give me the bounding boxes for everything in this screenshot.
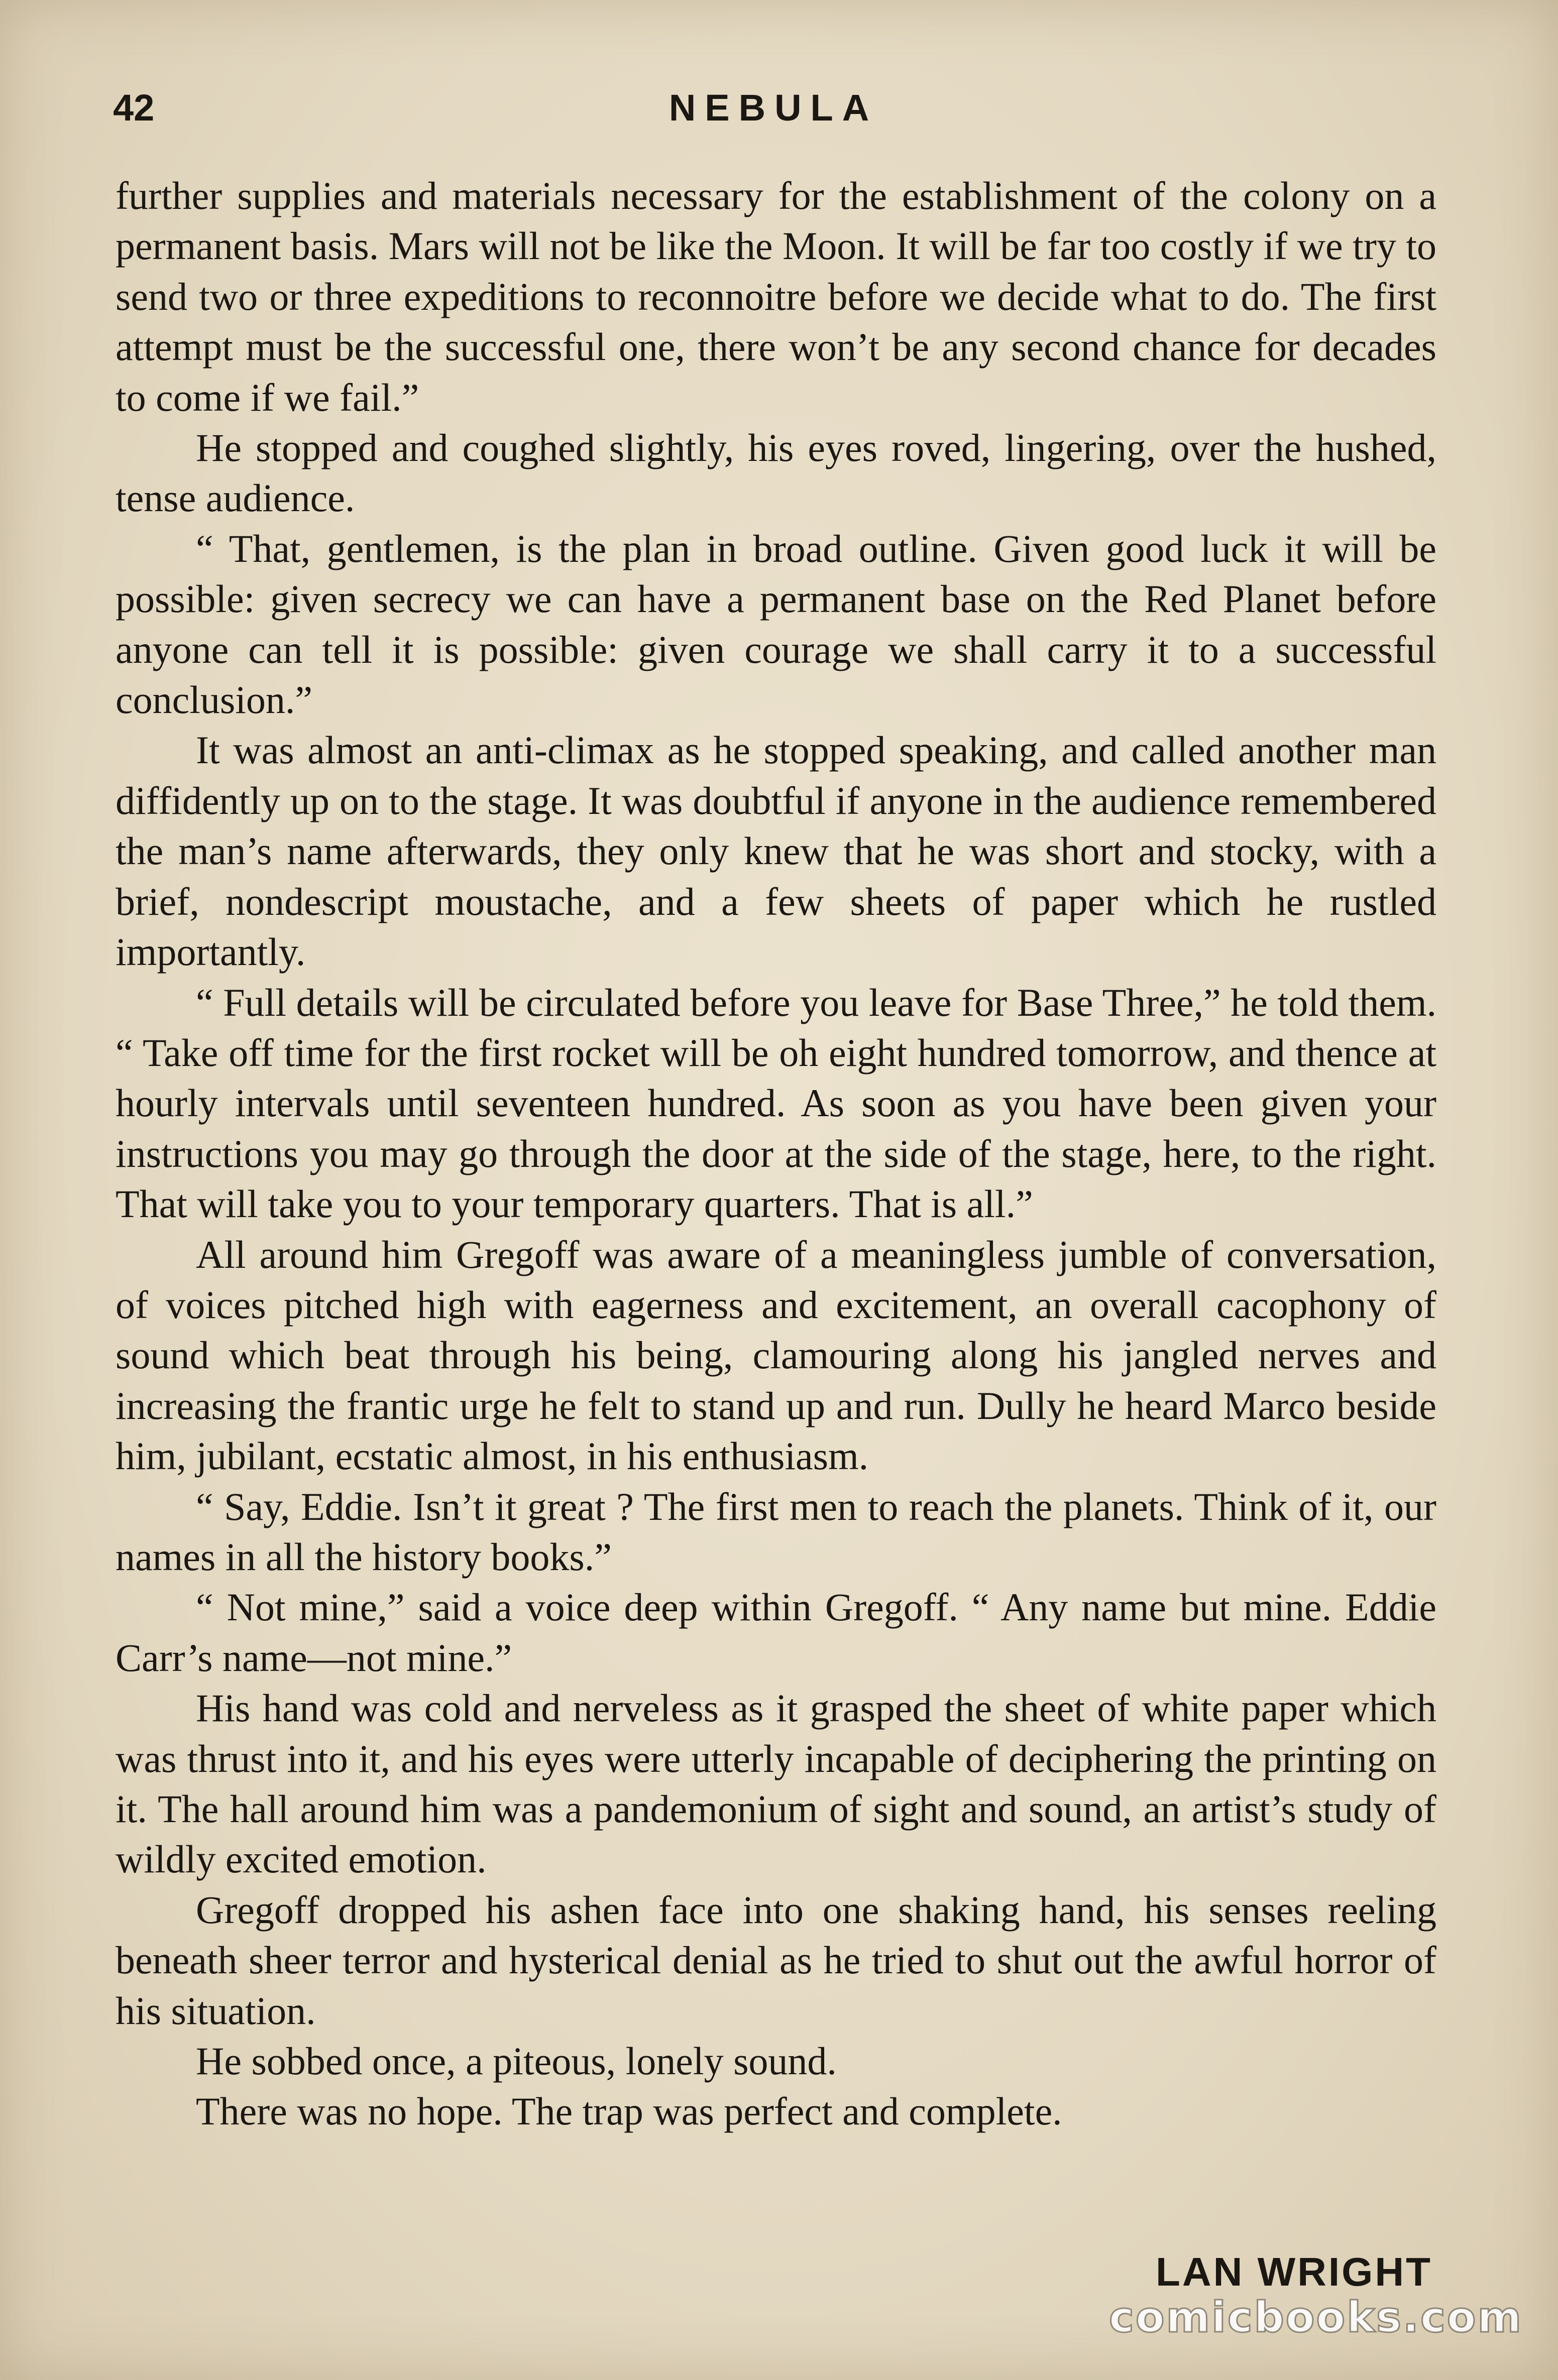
paragraph: He stopped and coughed slightly, his eyes roved, lingering, over the hushed, tense audience. bbox=[116, 426, 1436, 520]
story-text bbox=[116, 171, 1436, 2137]
paragraph: Gregoff dropped his ashen face into one shaking hand, his senses reeling beneath sheer terror and hysterical denial as he tried to shut out the awful horror of his situation. bbox=[116, 1887, 1436, 2033]
author-byline: LAN WRIGHT bbox=[1155, 2249, 1432, 2294]
paragraph: “ Full details will be circulated before you leave for Base Three,” he told them. “ Take off time for the first rocket will be oh eight hundred tomorrow, and thence at hourly intervals until seventeen hundred. As soon as you have been given your instructions you may go through the door at the side of the stage, here, to the right. That will take you to your temporary quarters. That is all.” bbox=[116, 980, 1436, 1226]
paragraph: further supplies and materials necessary for the establishment of the colony on a permanent basis. Mars will not be like the Moon. It will be far too costly if we try to send two or three expeditions to reconnoitre before we decide what to do. The first attempt must be the successful one, there won’t be any second chance for decades to come if we fail.” bbox=[116, 174, 1436, 419]
paragraph: His hand was cold and nerveless as it grasped the sheet of white paper which was thrust into it, and his eyes were utterly incapable of deciphering the printing on it. The hall around him was a pandemonium of sight and sound, an artist’s study of wildly excited emotion. bbox=[116, 1686, 1436, 1881]
paragraph: All around him Gregoff was aware of a meaningless jumble of conversation, of voices pitched high with eagerness and excitement, an overall cacophony of sound which beat through his being, clamouring along his jangled nerves and increasing the frantic urge he felt to stand up and run. Dully he heard Marco beside him, jubilant, ecstatic almost, in his enthusiasm. bbox=[116, 1232, 1436, 1478]
page-header bbox=[113, 80, 1425, 136]
paragraph: “ Say, Eddie. Isn’t it great ? The first men to reach the planets. Think of it, our names in all the history books.” bbox=[116, 1484, 1436, 1579]
paragraph: It was almost an anti-climax as he stopped speaking, and called another man diffidently up on to the stage. It was doubtful if anyone in the audience remembered the man’s name afterwards, they only knew that he was short and stocky, with a brief, nondescript moustache, and a few sheets of paper which he rustled importantly. bbox=[116, 728, 1436, 974]
paragraph: “ Not mine,” said a voice deep within Gregoff. “ Any name but mine. Eddie Carr’s name—not mine.” bbox=[116, 1585, 1436, 1680]
running-head: NEBULA bbox=[669, 87, 878, 129]
paragraph: He sobbed once, a piteous, lonely sound. bbox=[196, 2039, 837, 2083]
page-number: 42 bbox=[113, 87, 155, 129]
watermark: comicbooks.com bbox=[1109, 2293, 1523, 2342]
paragraph: “ That, gentlemen, is the plan in broad outline. Given good luck it will be possible: given secrecy we can have a permanent base on the Red Planet before anyone can tell it is possible: given courage we shall carry it to a successful conclusion.” bbox=[116, 526, 1436, 722]
paragraph: There was no hope. The trap was perfect and complete. bbox=[196, 2089, 1062, 2133]
